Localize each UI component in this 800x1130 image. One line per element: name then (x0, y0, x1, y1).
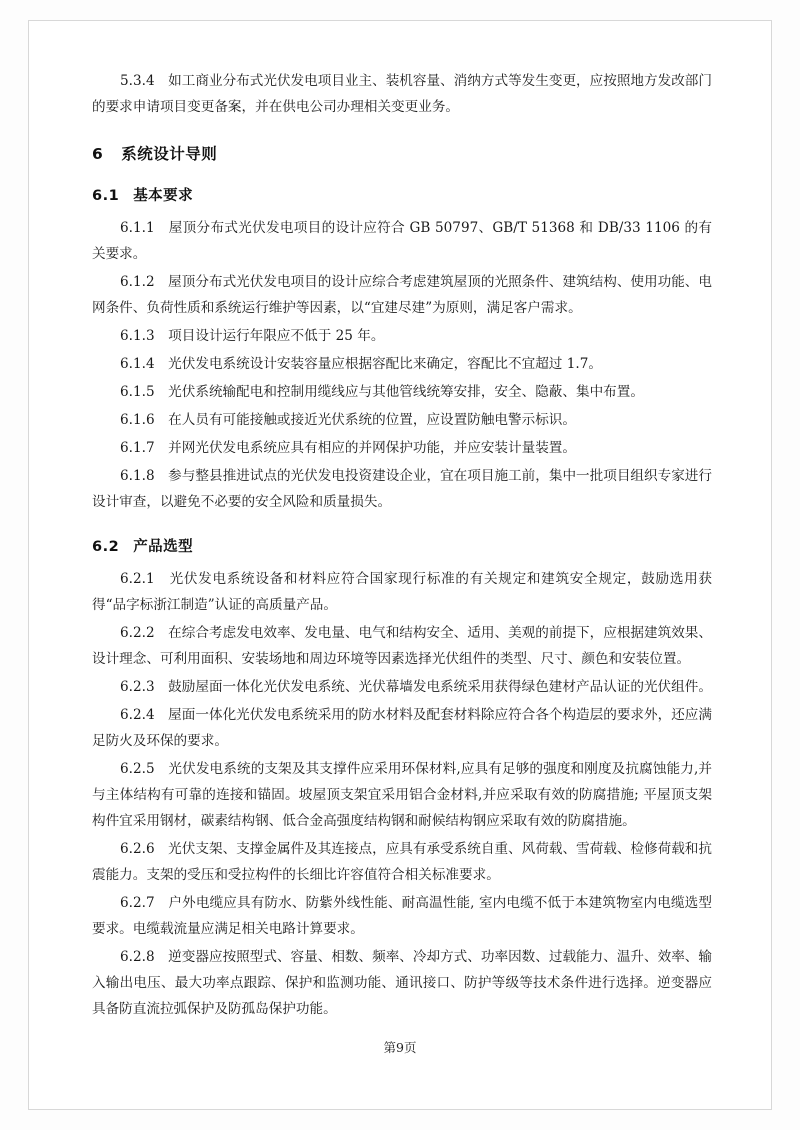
heading-6-1 (92, 184, 712, 205)
clause-6-1-2: 6.1.2 屋顶分布式光伏发电项目的设计应综合考虑建筑屋顶的光照条件、建筑结构、使用功能、电网条件、负荷性质和系统运行维护等因素，以“宜建尽建”为原则，满足客户需求。 (92, 274, 712, 316)
clause-6-1-3: 6.1.3 项目设计运行年限应不低于 25 年。 (120, 328, 385, 344)
heading-6-1-number: 6.1 (92, 188, 120, 204)
clause-6-1-5: 6.1.5 光伏系统输配电和控制用缆线应与其他管线统筹安排，安全、隐蔽、集中布置。 (120, 384, 644, 400)
clause-6-1-8: 6.1.8 参与整县推进试点的光伏发电投资建设企业，宜在项目施工前，集中一批项目组织专家进行设计审查，以避免不必要的安全风险和质量损失。 (92, 468, 712, 510)
page-number: 第9页 (383, 1040, 417, 1055)
heading-6 (92, 142, 712, 164)
clause-6-2-4: 6.2.4 屋面一体化光伏发电系统采用的防水材料及配套材料除应符合各个构造层的要求外，还应满足防火及环保的要求。 (92, 707, 712, 749)
clause-6-2-7: 6.2.7 户外电缆应具有防水、防紫外线性能、耐高温性能, 室内电缆不低于本建筑物室内电缆选型要求。电缆载流量应满足相关电路计算要求。 (92, 895, 712, 937)
clause-6-2-3: 6.2.3 鼓励屋面一体化光伏发电系统、光伏幕墙发电系统采用获得绿色建材产品认证的光伏组件。 (120, 679, 712, 695)
clause-6-1-6: 6.1.6 在人员有可能接触或接近光伏系统的位置，应设置防触电警示标识。 (120, 412, 576, 428)
clause-6-2-2: 6.2.2 在综合考虑发电效率、发电量、电气和结构安全、适用、美观的前提下，应根据建筑效果、设计理念、可利用面积、安装场地和周边环境等因素选择光伏组件的类型、尺寸、颜色和安装位置。 (92, 625, 712, 667)
clause-6-2-8: 6.2.8 逆变器应按照型式、容量、相数、频率、冷却方式、功率因数、过载能力、温升、效率、输入输出电压、最大功率点跟踪、保护和监测功能、通讯接口、防护等级等技术条件进行选择。逆变器应具备防直流拉弧保护及防孤岛保护功能。 (92, 949, 712, 1017)
clause-5-3-4: 5.3.4 如工商业分布式光伏发电项目业主、装机容量、消纳方式等发生变更，应按照地方发改部门的要求申请项目变更备案，并在供电公司办理相关变更业务。 (92, 73, 712, 115)
clause-6-2-5: 6.2.5 光伏发电系统的支架及其支撑件应采用环保材料,应具有足够的强度和刚度及抗腐蚀能力,并与主体结构有可靠的连接和锚固。坡屋顶支架宜采用铝合金材料,并应采取有效的防腐措施; 平屋顶支架构件宜采用钢材，碳素结构钢、低合金高强度结构钢和耐候结构钢应采取有效的防腐措施。 (92, 761, 712, 829)
heading-6-2 (92, 535, 712, 556)
clause-6-1-7: 6.1.7 并网光伏发电系统应具有相应的并网保护功能，并应安装计量装置。 (120, 440, 576, 456)
heading-6-1-text: 基本要求 (133, 188, 194, 204)
document-body (92, 68, 712, 1024)
heading-6-2-number: 6.2 (92, 539, 120, 555)
clause-6-2-6: 6.2.6 光伏支架、支撑金属件及其连接点，应具有承受系统自重、风荷载、雪荷载、检修荷载和抗震能力。支架的受压和受拉构件的长细比许容值符合相关标准要求。 (92, 841, 712, 883)
heading-6-text: 系统设计导则 (121, 145, 218, 163)
heading-6-number: 6 (92, 145, 104, 163)
clause-6-2-1: 6.2.1 光伏发电系统设备和材料应符合国家现行标准的有关规定和建筑安全规定，鼓励选用获得“品字标浙江制造”认证的高质量产品。 (92, 571, 712, 613)
clause-6-1-4: 6.1.4 光伏发电系统设计安装容量应根据容配比来确定，容配比不宜超过 1.7。 (120, 356, 602, 372)
heading-6-2-text: 产品选型 (133, 539, 194, 555)
clause-6-1-1: 6.1.1 屋顶分布式光伏发电项目的设计应符合 GB 50797、GB/T 51368 和 DB/33 1106 的有关要求。 (92, 220, 712, 262)
